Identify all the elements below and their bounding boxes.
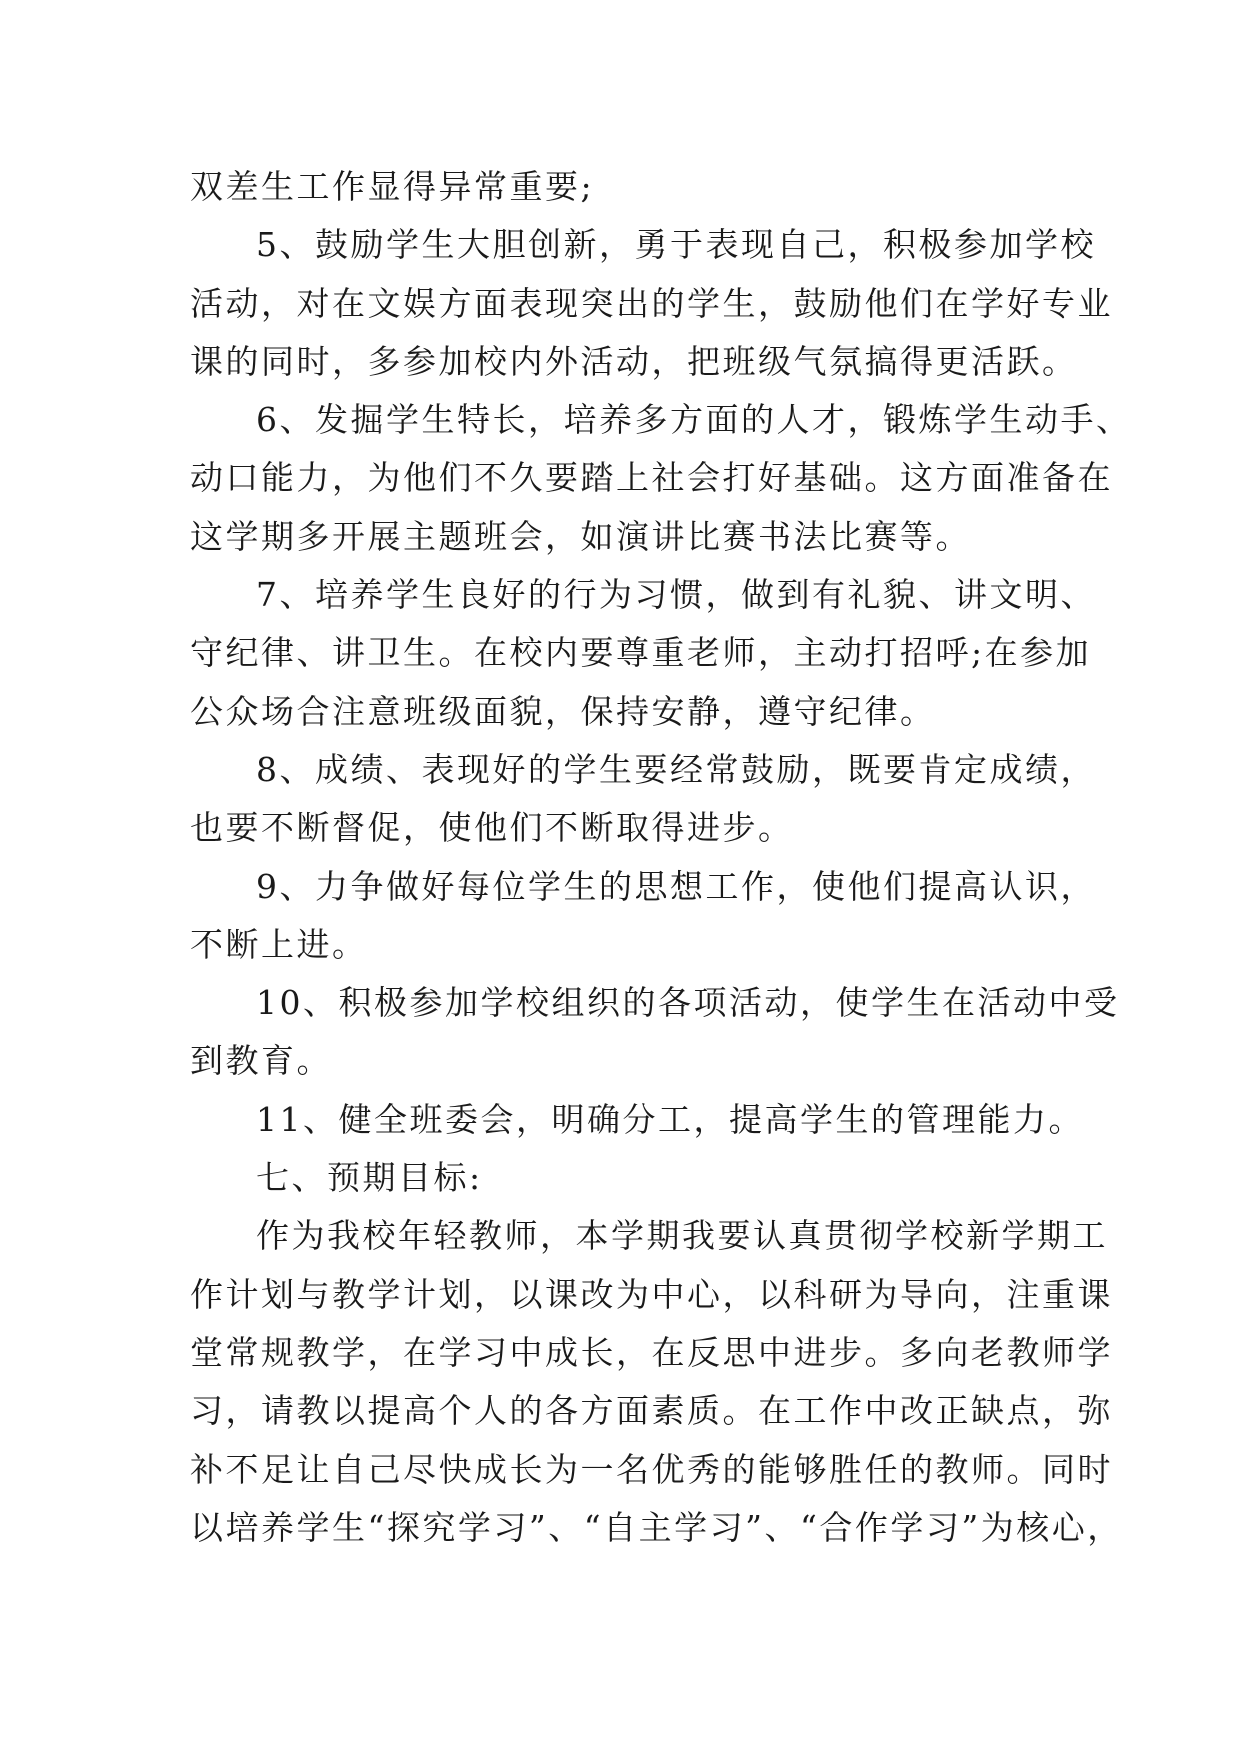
text-line: 公众场合注意班级面貌，保持安静，遵守纪律。 [190,691,936,731]
text-line: 到教育。 [190,1041,332,1081]
paragraph-item-10 [190,974,1120,1091]
paragraph-item-8 [190,741,1096,858]
text-line: 这学期多开展主题班会，如演讲比赛书法比赛等。 [190,516,971,556]
text-line: 11、健全班委会，明确分工，提高学生的管理能力。 [256,1099,1084,1139]
text-line: 6、发掘学生特长，培养多方面的人才，锻炼学生动手、 [256,400,1132,440]
heading-line: 七、预期目标: [256,1158,483,1198]
paragraph-item-11 [190,1091,1084,1149]
paragraph-1 [190,158,1050,216]
text-line: 守纪律、讲卫生。在校内要尊重老师，主动打招呼;在参加 [190,633,1092,673]
paragraph-item-6 [190,391,1132,566]
text-line: 9、力争做好每位学生的思想工作，使他们提高认识， [256,866,1096,906]
paragraph-item-7 [190,566,1096,741]
paragraph-item-5 [190,216,1113,391]
document-body [190,158,1132,1557]
text-line: 课的同时，多参加校内外活动，把班级气氛搞得更活跃。 [190,341,1078,381]
text-line: 5、鼓励学生大胆创新，勇于表现自己，积极参加学校 [256,225,1096,265]
text-line: 也要不断督促，使他们不断取得进步。 [190,808,794,848]
text-line: 7、培养学生良好的行为习惯，做到有礼貌、讲文明、 [256,575,1096,615]
text-line: 8、成绩、表现好的学生要经常鼓励，既要肯定成绩， [256,749,1096,789]
text-line: 不断上进。 [190,924,368,964]
section-heading-goals [190,1149,1050,1207]
text-line: 双差生工作显得异常重要; [190,167,595,206]
paragraph-item-9 [190,858,1096,975]
text-line: 活动，对在文娱方面表现突出的学生，鼓励他们在学好专业 [190,283,1113,323]
text-line: 补不足让自己尽快成长为一名优秀的能够胜任的教师。同时 [190,1449,1113,1489]
text-line: 以培养学生“探究学习”、“自主学习”、“合作学习”为核心， [190,1507,1123,1547]
text-line: 10、积极参加学校组织的各项活动，使学生在活动中受 [256,983,1120,1023]
text-line: 动口能力，为他们不久要踏上社会打好基础。这方面准备在 [190,458,1113,498]
text-line: 作为我校年轻教师，本学期我要认真贯彻学校新学期工 [256,1216,1108,1256]
text-line: 堂常规教学，在学习中成长，在反思中进步。多向老教师学 [190,1332,1113,1372]
text-line: 作计划与教学计划，以课改为中心，以科研为导向，注重课 [190,1274,1113,1314]
paragraph-goals [190,1207,1123,1557]
text-line: 习，请教以提高个人的各方面素质。在工作中改正缺点，弥 [190,1391,1113,1431]
